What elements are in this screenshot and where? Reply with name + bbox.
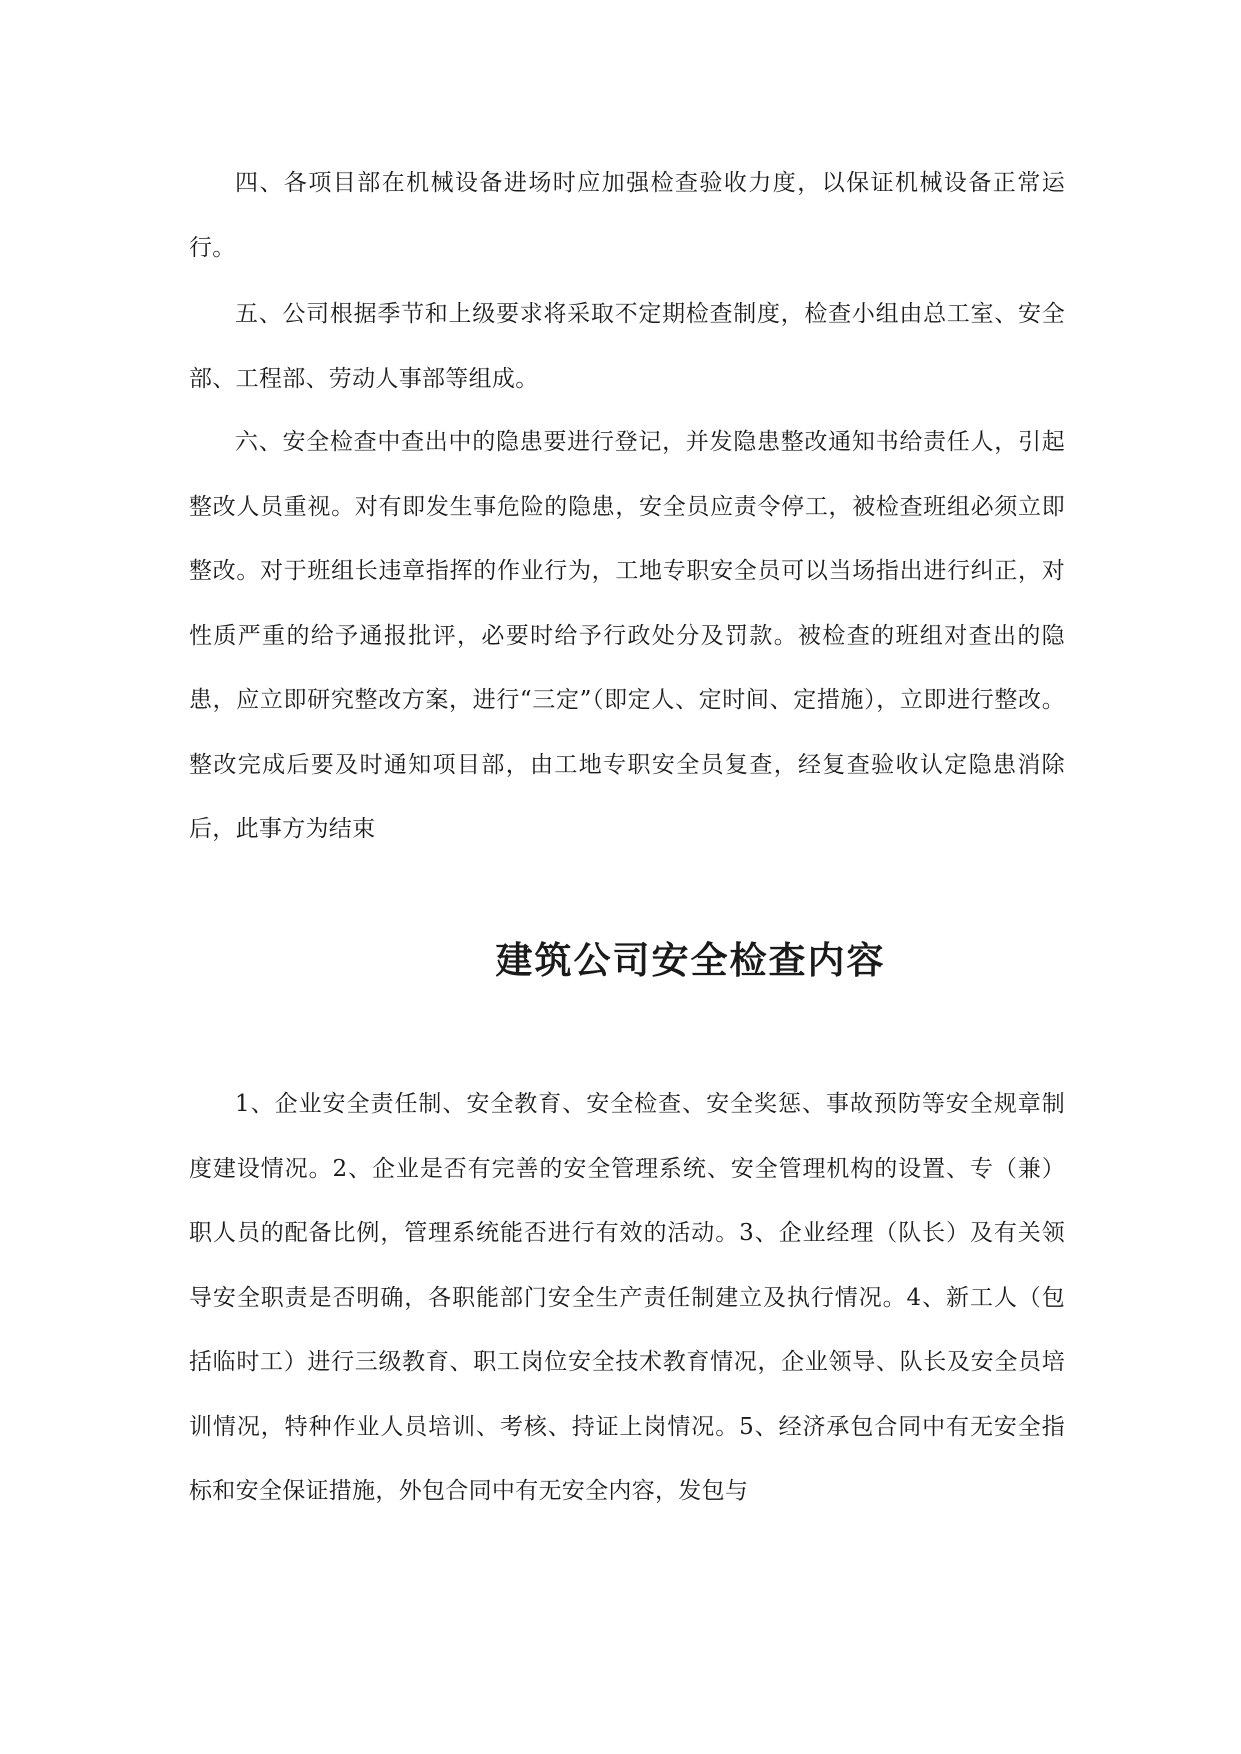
section-title: 建筑公司安全检查内容	[495, 938, 886, 982]
paragraph-item-5: 五、公司根据季节和上级要求将采取不定期检查制度，检查小组由总工室、安全部、工程部、劳动人事部等组成。	[189, 301, 1065, 392]
paragraph-item-4: 四、各项目部在机械设备进场时应加强检查验收力度，以保证机械设备正常运行。	[189, 170, 1065, 261]
section-content-paragraph: 1、企业安全责任制、安全教育、安全检查、安全奖惩、事故预防等安全规章制度建设情况。2、企业是否有完善的安全管理系统、安全管理机构的设置、专（兼）职人员的配备比例，管理系统能否进行有效的活动。3、企业经理（队长）及有关领导安全职责是否明确，各职能部门安全生产责任制建立及执行情况。4、新工人（包括临时工）进行三级教育、职工岗位安全技术教育情况，企业领导、队长及安全员培训情况，特种作业人员培训、考核、持证上岗情况。5、经济承包合同中有无安全指标和安全保证措施，外包合同中有无安全内容，发包与	[189, 1091, 1065, 1504]
paragraph-item-6: 六、安全检查中查出中的隐患要进行登记，并发隐患整改通知书给责任人，引起整改人员重视。对有即发生事危险的隐患，安全员应责令停工，被检查班组必须立即整改。对于班组长违章指挥的作业行为，工地专职安全员可以当场指出进行纠正，对性质严重的给予通报批评，必要时给予行政处分及罚款。被检查的班组对查出的隐患，应立即研究整改方案，进行“三定”（即定人、定时间、定措施），立即进行整改。整改完成后要及时通知项目部，由工地专职安全员复查，经复查验收认定隐患消除后，此事方为结束	[189, 429, 1065, 842]
